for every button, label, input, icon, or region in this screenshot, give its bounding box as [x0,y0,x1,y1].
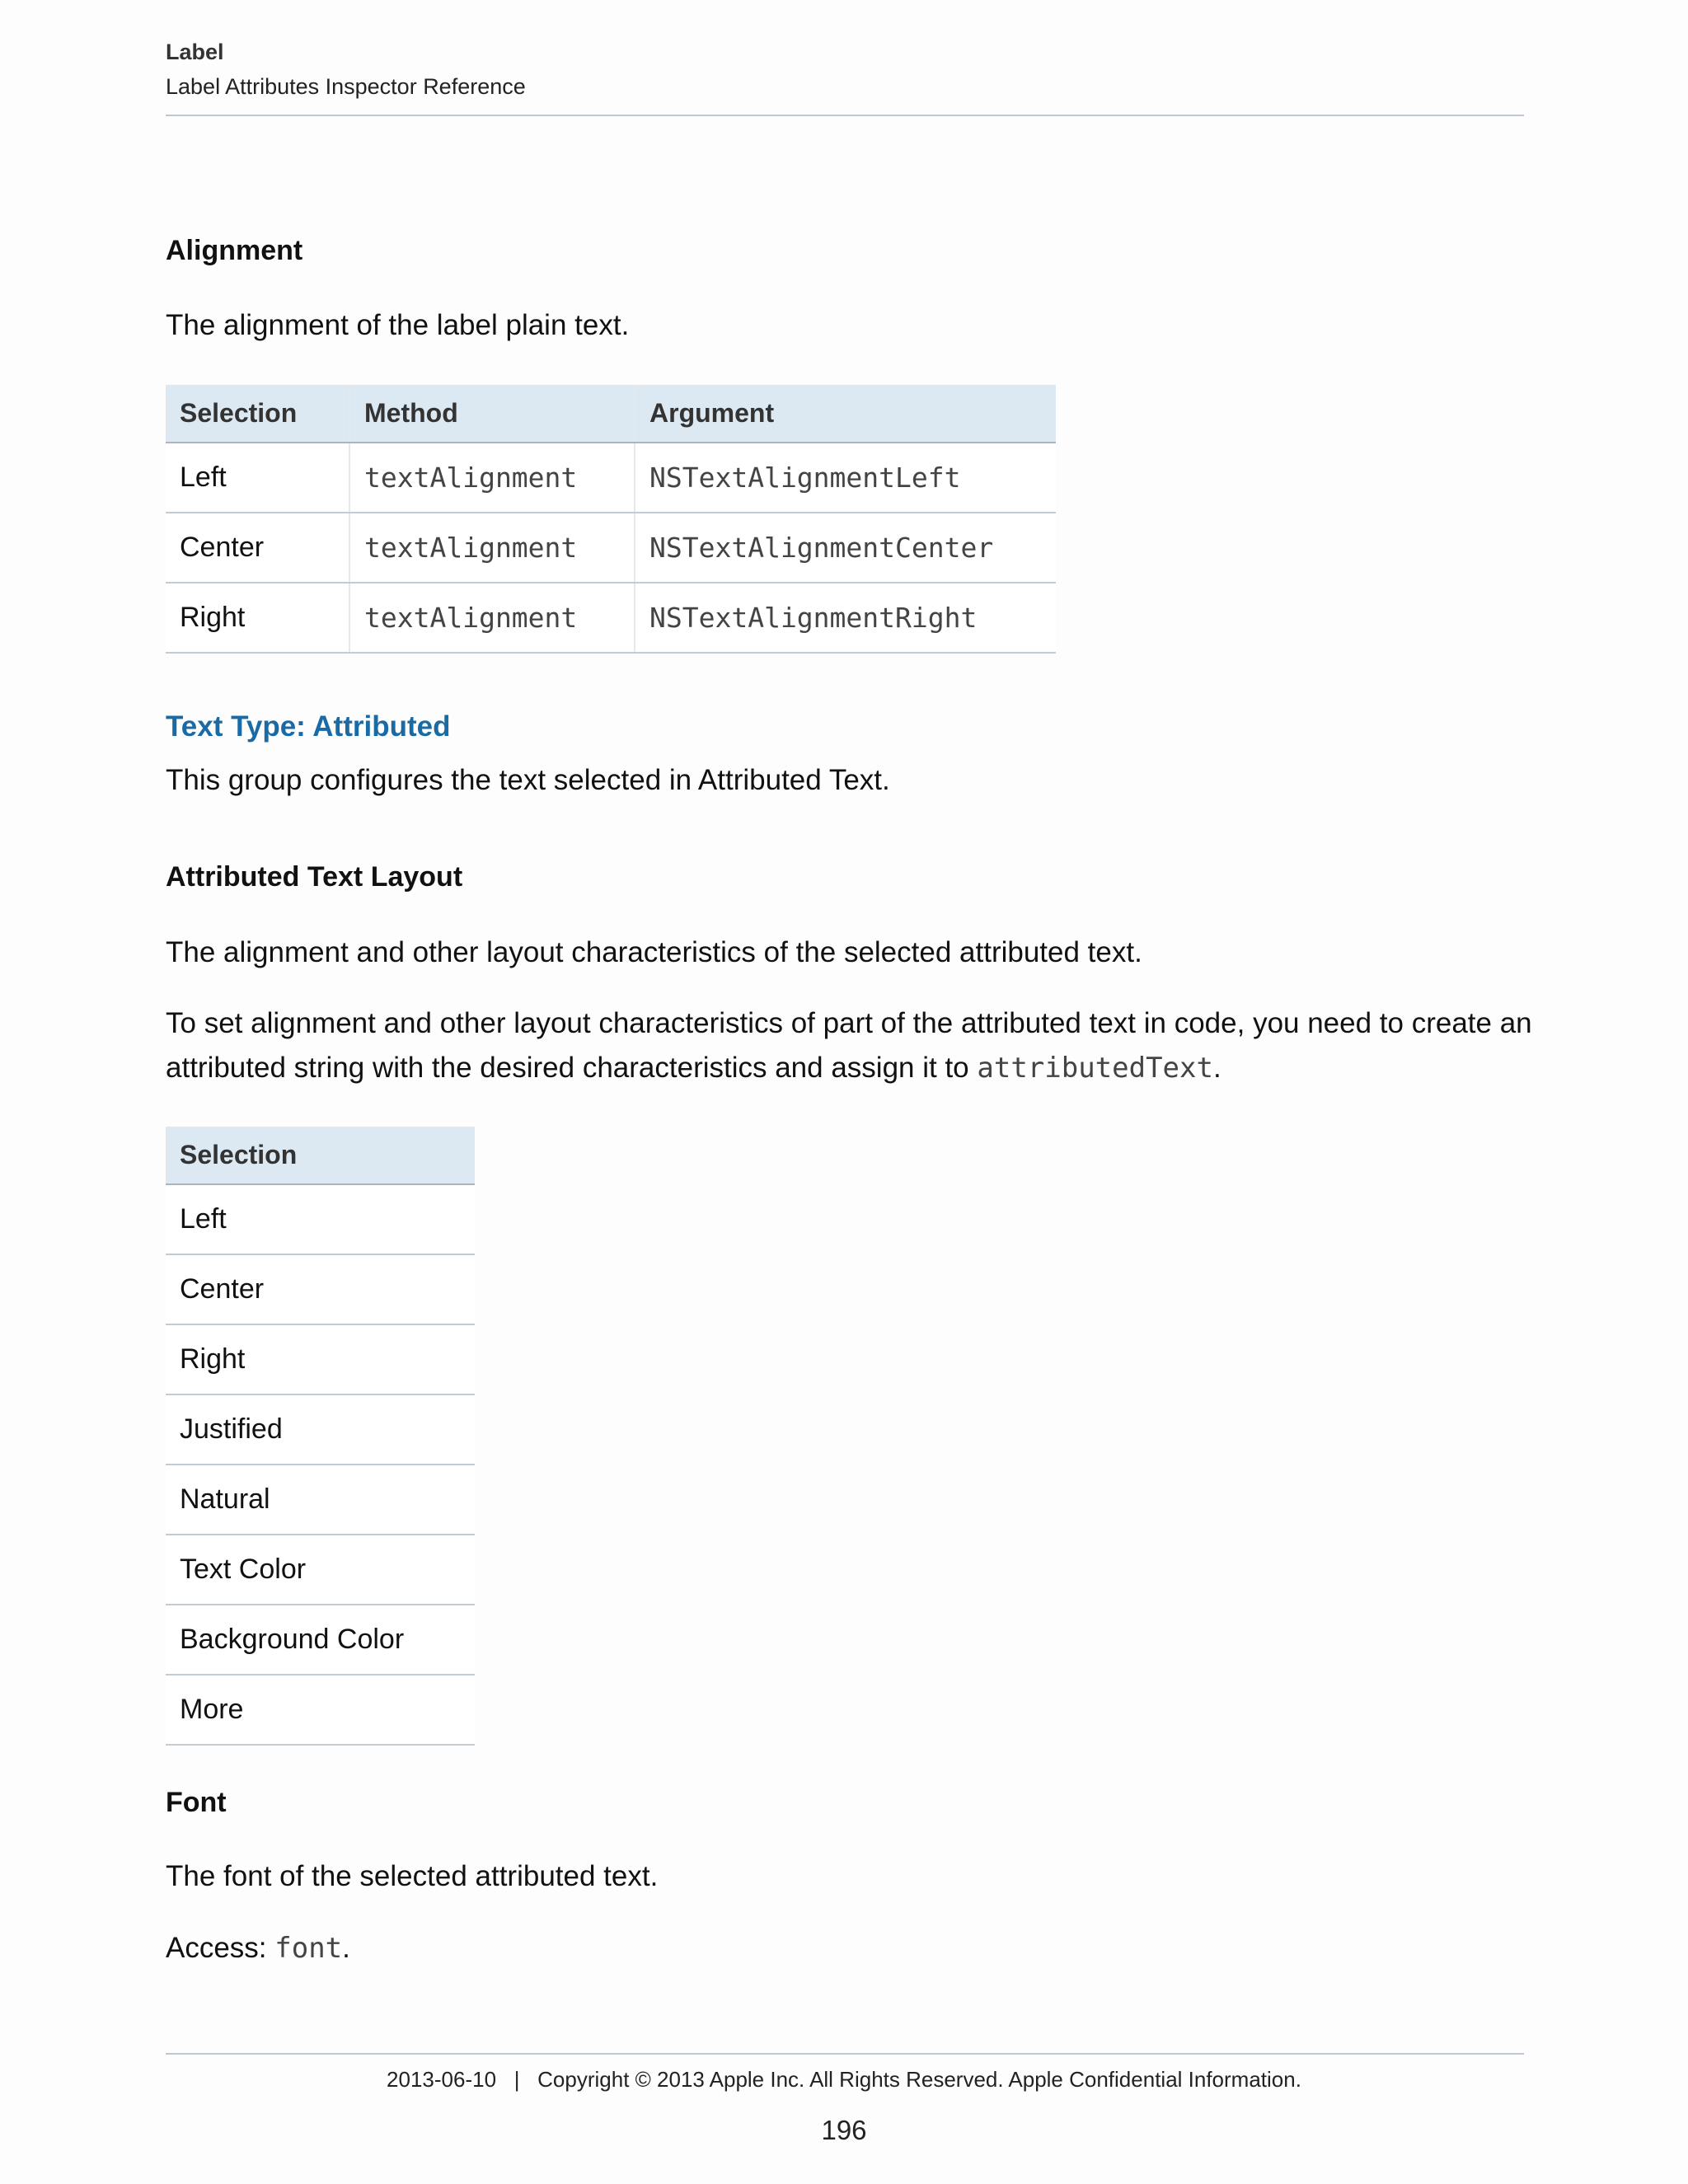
table-row [166,1675,475,1745]
alignment-description: The alignment of the label plain text. [166,309,630,341]
column-header-argument: Argument [635,385,1056,443]
header-divider [166,115,1524,116]
footer-divider [166,2053,1524,2055]
attributed-selection-table [166,1127,475,1746]
cell-selection: Left [166,443,349,513]
footer-copyright: 2013-06-10 | Copyright © 2013 Apple Inc. All Rights Reserved. Apple Confidential Information. [387,2067,1301,2092]
table-row [166,513,1056,583]
cell-selection: Natural [166,1465,475,1535]
note-suffix: . [1212,1052,1221,1084]
cell-selection: Right [166,583,349,653]
cell-selection: Center [166,513,349,583]
note-line-2 [166,1046,1532,1090]
note-line-2-text: attributed string with the desired characteristics and assign it to [166,1052,978,1084]
access-code: font [274,1932,343,1965]
table-row [166,1394,475,1465]
cell-method: textAlignment [349,583,635,653]
table-header-row [166,385,1056,443]
cell-selection: Left [166,1184,475,1254]
cell-selection: Center [166,1254,475,1324]
note-code: attributedText [977,1052,1213,1085]
table-row [166,1184,475,1254]
header-chapter: Label [166,40,224,64]
text-type-heading: Text Type: Attributed [166,710,451,743]
cell-selection: Background Color [166,1605,475,1675]
access-label: Access: [166,1932,275,1964]
note-line-1: To set alignment and other layout characteristics of part of the attributed text in code, you need to create an [166,1007,1532,1039]
cell-argument: NSTextAlignmentLeft [635,443,1056,513]
cell-argument: NSTextAlignmentRight [635,583,1056,653]
attributed-layout-note [166,1001,1532,1090]
alignment-heading: Alignment [166,235,303,266]
column-header-selection: Selection [166,1127,475,1184]
table-header-row [166,1127,475,1184]
page-number: 196 [821,2115,867,2145]
table-row [166,583,1056,653]
cell-selection: Right [166,1324,475,1394]
access-suffix: . [342,1932,350,1964]
cell-selection: Justified [166,1394,475,1465]
column-header-selection: Selection [166,385,349,443]
cell-selection: More [166,1675,475,1745]
font-heading: Font [166,1787,227,1818]
attributed-layout-heading: Attributed Text Layout [166,861,463,893]
text-type-description: This group configures the text selected in Attributed Text. [166,764,890,796]
table-row [166,1605,475,1675]
cell-argument: NSTextAlignmentCenter [635,513,1056,583]
column-header-method: Method [349,385,635,443]
cell-selection: Text Color [166,1535,475,1605]
table-row [166,443,1056,513]
table-row [166,1465,475,1535]
cell-method: textAlignment [349,513,635,583]
attributed-layout-description: The alignment and other layout characteristics of the selected attributed text. [166,936,1142,968]
font-access [166,1926,350,1971]
table-row [166,1535,475,1605]
table-row [166,1254,475,1324]
header-title: Label Attributes Inspector Reference [166,74,526,99]
alignment-table [166,385,1056,654]
cell-method: textAlignment [349,443,635,513]
table-row [166,1324,475,1394]
font-description: The font of the selected attributed text. [166,1860,659,1892]
